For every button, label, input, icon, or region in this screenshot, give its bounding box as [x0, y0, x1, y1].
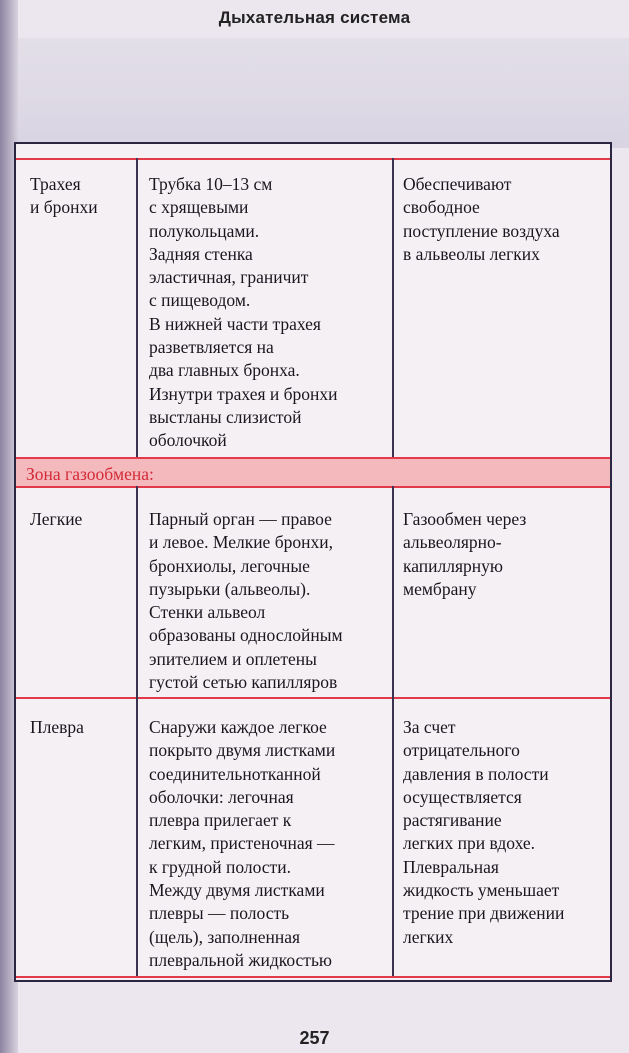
cell-lungs-name: Легкие	[30, 509, 83, 529]
cell-trachea-structure: Трубка 10–13 см с хрящевыми полукольцами. Задняя стенка эластичная, граничит с пищеводом. В нижней части трахея разветвляется на два главных бронха. Изнутри трахея и бронхи выстланы слизистой оболочкой	[149, 174, 338, 451]
cell-lungs-function: Газообмен через альвеолярно- капиллярную мембрану	[403, 509, 527, 599]
row-rule-top	[16, 158, 610, 160]
cell-trachea-function: Обеспечивают свободное поступление воздуха в альвеолы легких	[403, 174, 560, 264]
cell-lungs-structure: Парный орган — правое и левое. Мелкие бронхи, бронхиолы, легочные пузырьки (альвеолы). Стенки альвеол образованы однослойным эпителием и оплетены густой сетью капилляров	[149, 509, 343, 693]
page-number: 257	[299, 1028, 330, 1048]
cell-pleura-structure: Снаружи каждое легкое покрыто двумя листками соединительнотканной оболочки: легочная плевра прилегает к легким, пристеночная — к грудной полости. Между двумя листками плевры — полость (щель), заполненная плевральной жидкостью	[149, 717, 336, 970]
cell-pleura-function: За счет отрицательного давления в полости осуществляется растягивание легких при вдохе. Плевральная жидкость уменьшает трение при движении легких	[403, 717, 565, 947]
column-divider-1b	[136, 486, 138, 976]
cell-trachea-name: Трахея и бронхи	[30, 174, 98, 218]
row-rule-zone-bottom	[16, 486, 610, 488]
background-bleed-through	[18, 38, 629, 148]
column-divider-2	[392, 158, 394, 457]
running-header-title: Дыхательная система	[218, 8, 411, 27]
gas-exchange-zone-label: Зона газообмена:	[26, 464, 154, 484]
row-rule-bottom	[16, 976, 610, 978]
column-divider-2b	[392, 486, 394, 976]
column-divider-1	[136, 158, 138, 457]
respiratory-organs-table	[14, 142, 612, 982]
row-rule-pleura-top	[16, 697, 610, 699]
cell-pleura-name: Плевра	[30, 717, 84, 737]
